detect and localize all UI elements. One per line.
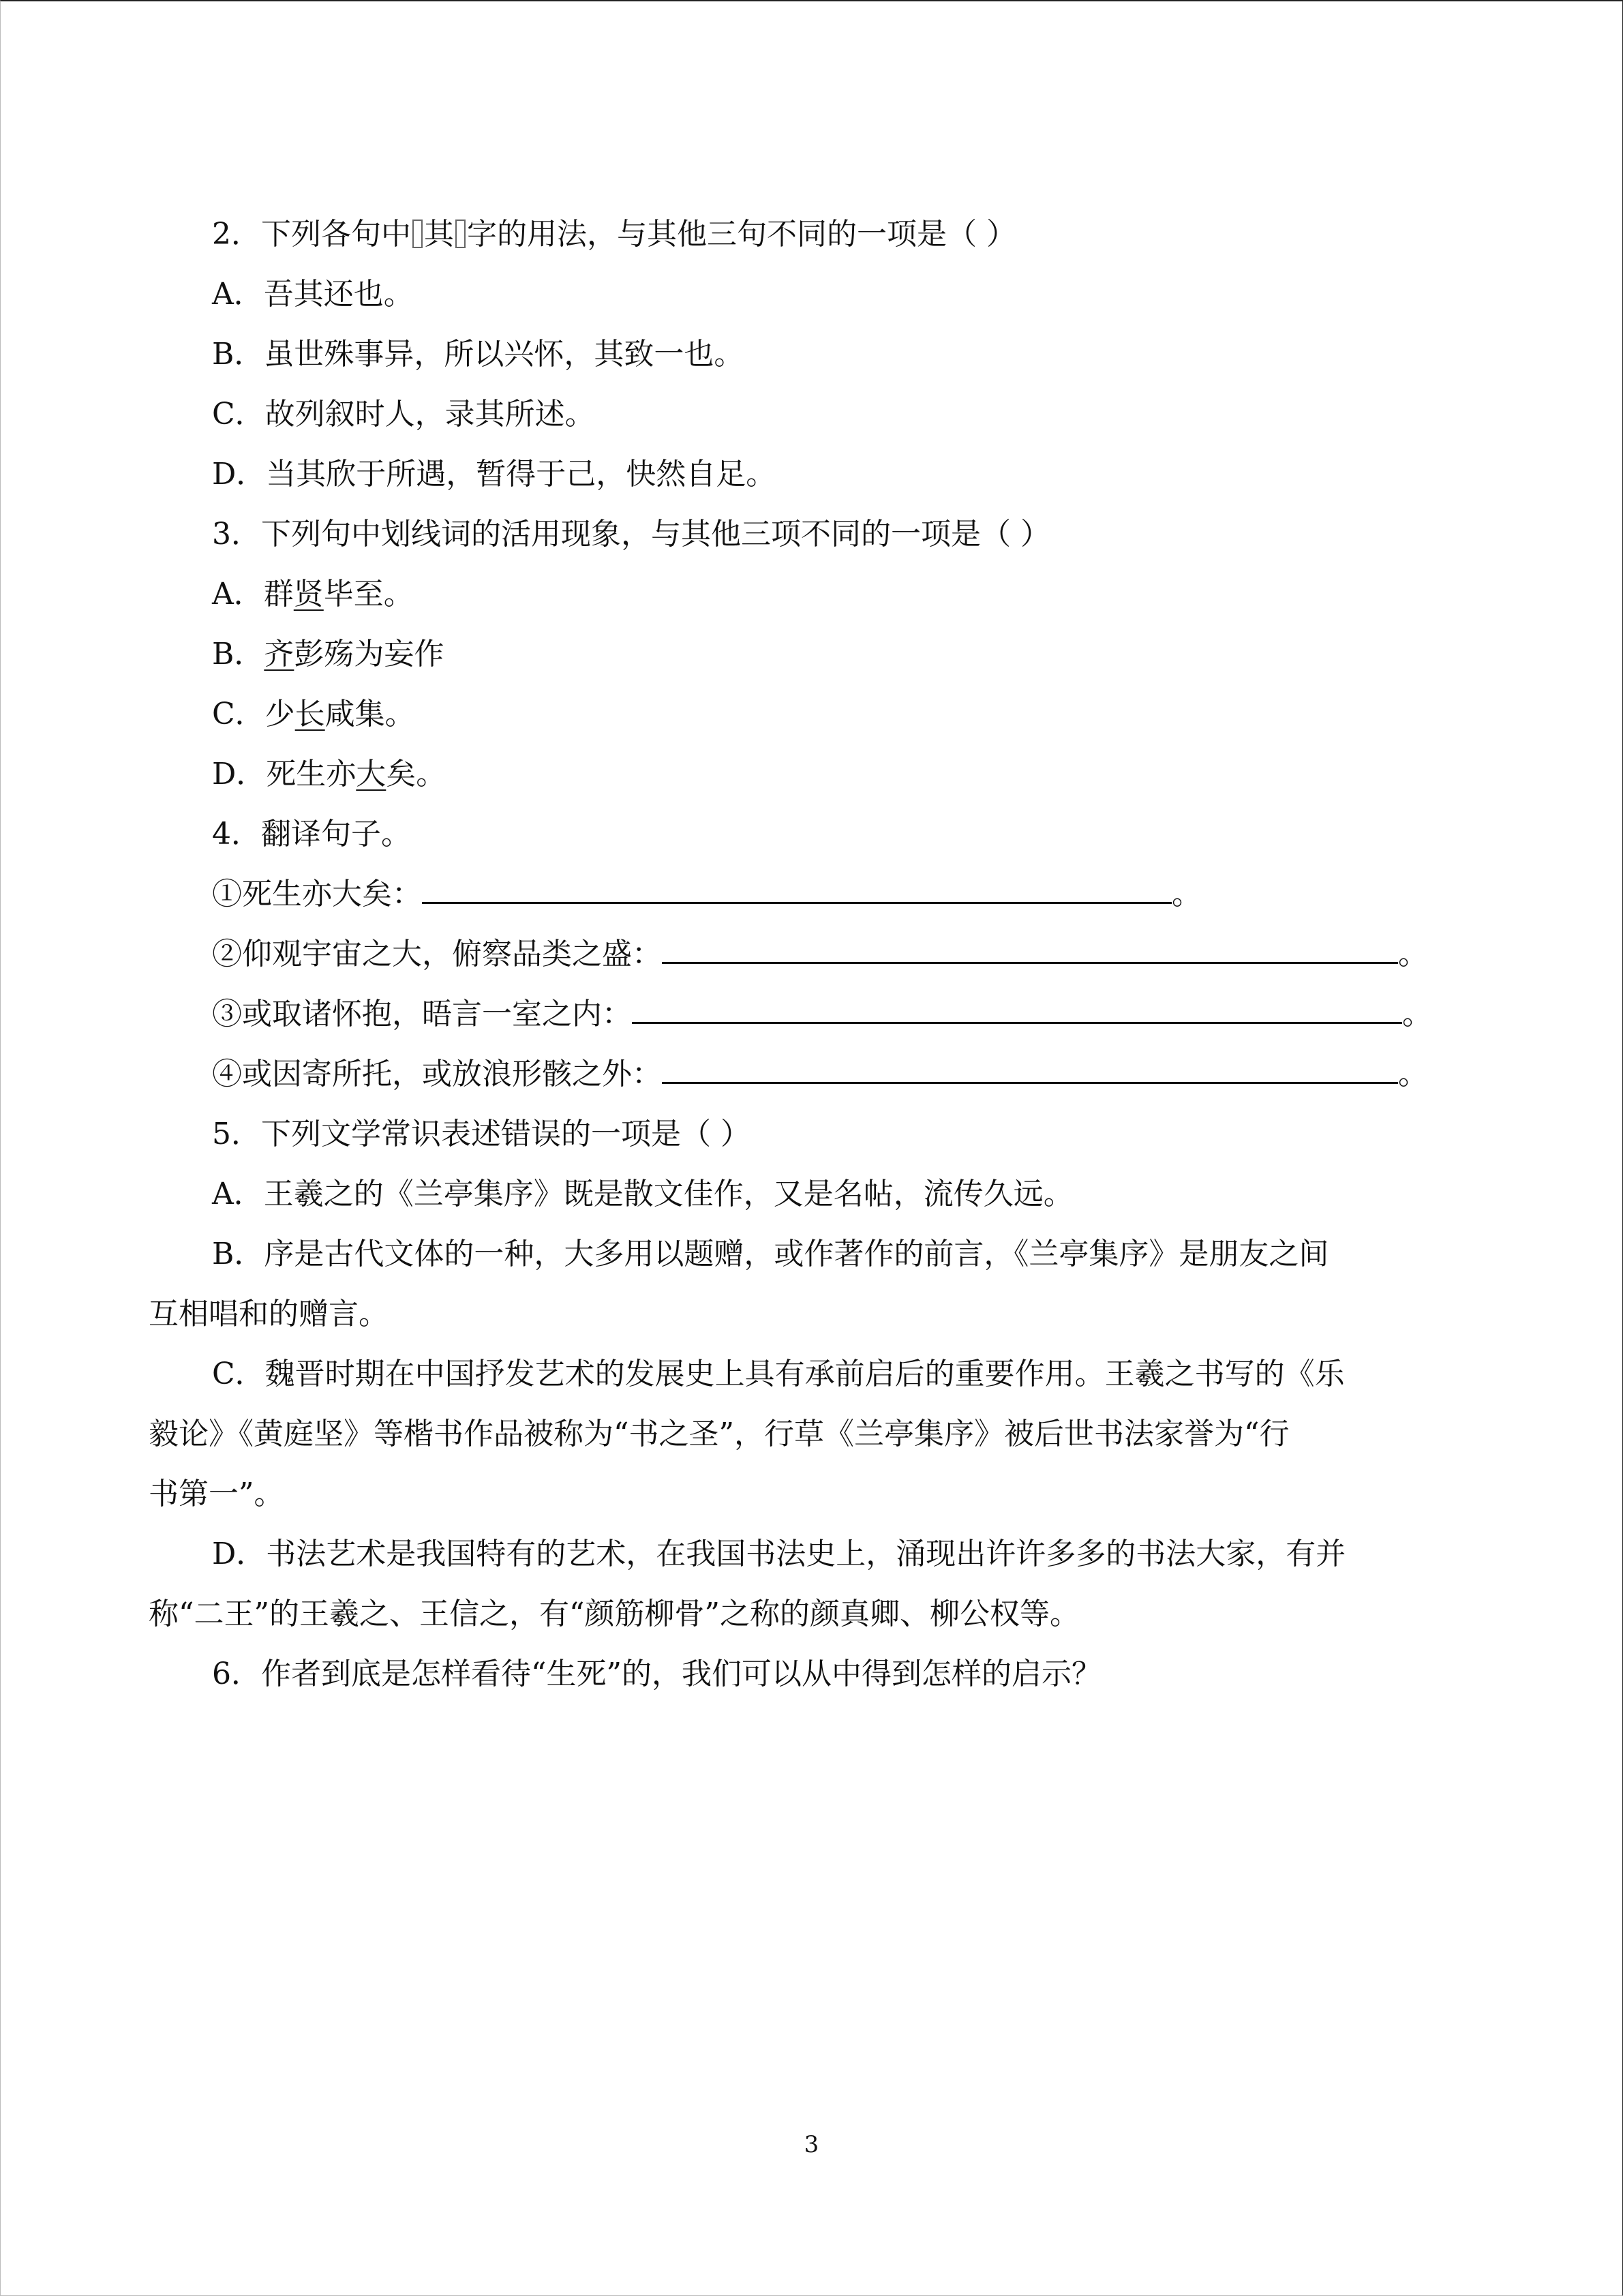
q5-option-d-line1: D．书法艺术是我国特有的艺术，在我国书法史上，涌现出许许多多的书法大家，有并 [212,1537,1346,1571]
q3-stem: 3．下列句中划线词的活用现象，与其他三项不同的一项是（ ） [212,517,1050,552]
missing-glyph-box [455,220,466,248]
q5-option-c-line1: C．魏晋时期在中国抒发艺术的发展史上具有承前启后的重要作用。王羲之书写的《乐 [212,1357,1345,1391]
q4-sentence-4: ④或因寄所托，或放浪形骸之外： 。 [212,1054,1428,1095]
answer-blank[interactable] [632,995,1402,1024]
underlined-word: 贤 [293,577,324,611]
q2-stem-part1: 2．下列各句中 [212,217,411,252]
q5-stem: 5．下列文学常识表述错误的一项是（ ） [212,1117,750,1151]
q4-sentence-3: ③或取诸怀抱，晤言一室之内： 。 [212,994,1432,1035]
answer-blank[interactable] [422,875,1172,904]
q5-option-d-line2: 称“二王”的王羲之、王信之，有“颜筋柳骨”之称的颜真卿、柳公权等。 [149,1597,1080,1631]
underlined-word: 长 [294,697,325,731]
q5-option-c-line2: 毅论》《黄庭坚》等楷书作品被称为“书之圣”，行草《兰亭集序》被后世书法家誉为“行 [149,1417,1290,1451]
q3-option-b: B．齐彭殇为妄作 [212,637,444,671]
q5-option-b-line1: B．序是古代文体的一种，大多用以题赠，或作著作的前言，《兰亭集序》是朋友之间 [212,1237,1329,1271]
q5-option-b-line2: 互相唱和的赠言。 [149,1297,389,1331]
page-number: 3 [804,2131,819,2158]
q2-stem-char: 其 [424,217,454,252]
underlined-word: 齐 [264,637,294,671]
q5-option-c-line3: 书第一”。 [149,1477,284,1511]
q3-option-a: A．群贤毕至。 [212,577,414,611]
q2-option-a: A．吾其还也。 [212,277,414,312]
q3-option-c: C．少长咸集。 [212,697,415,731]
q2-option-c: C．故列叙时人，录其所述。 [212,397,595,432]
answer-blank[interactable] [662,1055,1398,1084]
q2-option-b: B．虽世殊事异，所以兴怀，其致一也。 [212,337,744,372]
q4-sentence-1: ①死生亦大矣： 。 [212,874,1202,915]
q4-sentence-2: ②仰观宇宙之大，俯察品类之盛： 。 [212,934,1428,975]
q2-stem-part2: 字的用法，与其他三句不同的一项是（ ） [467,217,1016,252]
q4-stem: 4．翻译句子。 [212,817,411,851]
q6-stem: 6．作者到底是怎样看待“生死”的，我们可以从中得到怎样的启示？ [212,1657,1102,1691]
q2-option-d: D．当其欣于所遇，暂得于己，快然自足。 [212,457,776,492]
q3-option-d: D．死生亦大矣。 [212,757,446,791]
q2-stem [212,214,1016,255]
q5-option-a: A．王羲之的《兰亭集序》既是散文佳作，又是名帖，流传久远。 [212,1177,1074,1211]
answer-blank[interactable] [662,935,1398,964]
missing-glyph-box [412,220,423,248]
underlined-word: 大 [356,757,386,791]
